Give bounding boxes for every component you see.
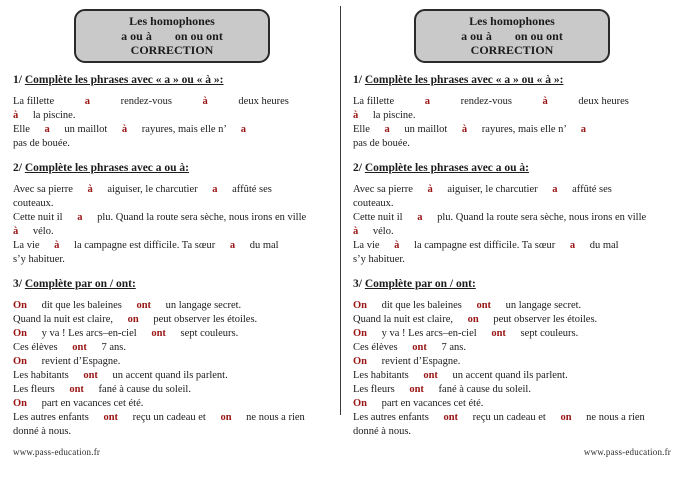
section-title: Complète les phrases avec « a » ou « à »: (24, 73, 224, 86)
text-line (353, 109, 671, 123)
text-line (353, 397, 671, 411)
sections-container-right (353, 74, 671, 439)
sentence-text: Les fleurs (353, 383, 395, 395)
answer-word: ont (69, 383, 84, 395)
section-number: 2/ (13, 161, 25, 174)
sentence-text: peut observer les étoiles. (493, 313, 598, 325)
answer-word: à (394, 239, 400, 251)
text-line (353, 225, 671, 239)
sentence-text: couteaux. (13, 197, 54, 209)
sentence-text: Avec sa pierre (353, 183, 413, 195)
answer-word: a (240, 123, 247, 135)
sentence-text: rendez-vous (120, 95, 172, 107)
text-line (13, 197, 331, 211)
answer-word: a (229, 239, 236, 251)
text-line (13, 313, 331, 327)
text-line (13, 183, 331, 197)
sentence-text: Elle (353, 123, 370, 135)
text-line (13, 425, 331, 439)
answer-word: On (13, 327, 28, 339)
sentence-text: sept couleurs. (180, 327, 239, 339)
homophone-pair-on: on ou ont (174, 28, 223, 43)
text-line (13, 383, 331, 397)
sentence-text: du mal (249, 239, 279, 251)
sentence-text: s’y habituer. (353, 253, 405, 265)
sentence-text: plu. Quand la route sera sèche, nous irons en ville (437, 211, 647, 223)
exercise-paragraph (353, 95, 671, 151)
sentence-text: La vie (13, 239, 40, 251)
exercise-paragraph (13, 183, 331, 267)
answer-word: ont (83, 369, 98, 381)
sentence-text: y va ! Les arcs–en-ciel (381, 327, 477, 339)
answer-word: à (13, 225, 19, 237)
sentence-text: pas de bouée. (13, 137, 70, 149)
answer-word: a (84, 95, 90, 107)
text-line (353, 313, 671, 327)
sentence-text: 7 ans. (441, 341, 466, 353)
sentence-text: y va ! Les arcs–en-ciel (41, 327, 137, 339)
text-line (13, 341, 331, 355)
sentence-text: un maillot (404, 123, 448, 135)
answer-word: a (44, 123, 50, 135)
text-line (13, 411, 331, 425)
answer-word: ont (476, 299, 492, 311)
sentence-text: un langage secret. (165, 299, 242, 311)
answer-word: On (13, 355, 28, 367)
answer-word: ont (423, 369, 438, 381)
text-line (13, 225, 331, 239)
homophones-subtitle (78, 29, 266, 44)
text-line (13, 239, 331, 253)
answer-word: à (461, 123, 468, 135)
sentence-text: deux heures (578, 95, 629, 107)
answer-word: on (127, 313, 139, 325)
answer-word: a (569, 239, 576, 251)
answer-word: On (353, 355, 368, 367)
text-line (353, 197, 671, 211)
sentence-text: du mal (589, 239, 619, 251)
sentence-text: La vie (353, 239, 380, 251)
answer-word: à (353, 225, 359, 237)
sections-container-left (13, 74, 331, 439)
sentence-text: la campagne est difficile. Ta sœur (414, 239, 556, 251)
sentence-text: sept couleurs. (520, 327, 579, 339)
sentence-text: pas de bouée. (353, 137, 410, 149)
footer-url: www.pass-education.fr (583, 446, 671, 457)
section-number: 1/ (353, 73, 365, 86)
answer-word: ont (409, 383, 424, 395)
sentence-text: revient d’Espagne. (41, 355, 121, 367)
section-title: Complète les phrases avec a ou à: (364, 161, 530, 174)
text-line (353, 137, 671, 151)
answer-word: On (13, 299, 28, 311)
sentence-text: donné à nous. (13, 425, 72, 437)
title-box (414, 9, 610, 63)
text-line (13, 123, 331, 137)
homophones-subtitle (418, 29, 606, 44)
correction-label: CORRECTION (470, 43, 554, 58)
sentence-text: peut observer les étoiles. (153, 313, 258, 325)
sentence-text: dit que les baleines (381, 299, 462, 311)
text-line (353, 299, 671, 313)
sentence-text: part en vacances cet été. (41, 397, 144, 409)
sentence-text: revient d’Espagne. (381, 355, 461, 367)
exercise-paragraph (13, 299, 331, 439)
sentence-text: donné à nous. (353, 425, 412, 437)
answer-word: ont (151, 327, 166, 339)
answer-word: a (417, 211, 423, 223)
footer-url: www.pass-education.fr (13, 446, 101, 457)
sentence-text: Ces élèves (13, 341, 58, 353)
text-line (353, 369, 671, 383)
answer-word: ont (103, 411, 119, 423)
answer-word: a (384, 123, 390, 135)
answer-word: a (77, 211, 83, 223)
answer-word: à (427, 183, 433, 195)
section-title: Complète les phrases avec a ou à: (24, 161, 190, 174)
answer-word: ont (443, 411, 459, 423)
sentence-text: la campagne est difficile. Ta sœur (74, 239, 216, 251)
homophone-pair-a: a ou à (461, 28, 492, 43)
sentence-text: ne nous a rien (246, 411, 305, 423)
text-line (13, 253, 331, 267)
text-line (353, 253, 671, 267)
text-line (13, 369, 331, 383)
worksheet-column-right (340, 0, 680, 480)
sentence-text: Quand la nuit est claire, (353, 313, 454, 325)
sentence-text: un accent quand ils parlent. (112, 369, 228, 381)
sentence-text: reçu un cadeau et (472, 411, 546, 423)
answer-word: a (552, 183, 558, 195)
sentence-text: fané à cause du soleil. (438, 383, 531, 395)
sentence-text: Les fleurs (13, 383, 55, 395)
text-line (353, 341, 671, 355)
worksheet-title: Les homophones (129, 14, 215, 28)
correction-label: CORRECTION (130, 43, 214, 58)
section-heading (353, 162, 671, 174)
title-box (74, 9, 270, 63)
answer-word: à (542, 95, 548, 107)
sentence-text: Elle (13, 123, 30, 135)
sentence-text: Les autres enfants (353, 411, 429, 423)
answer-word: à (202, 95, 208, 107)
answer-word: on (467, 313, 479, 325)
answer-word: On (353, 397, 368, 409)
section-heading (13, 162, 331, 174)
sentence-text: Avec sa pierre (13, 183, 73, 195)
sentence-text: affûté ses (232, 183, 272, 195)
section-heading (353, 74, 671, 86)
sentence-text: aiguiser, le charcutier (447, 183, 538, 195)
answer-word: ont (136, 299, 152, 311)
section-number: 3/ (13, 277, 25, 290)
sentence-text: Les habitants (353, 369, 409, 381)
worksheet-title: Les homophones (469, 14, 555, 28)
sentence-text: Quand la nuit est claire, (13, 313, 114, 325)
sentence-text: reçu un cadeau et (132, 411, 206, 423)
text-line (353, 383, 671, 397)
homophone-pair-a: a ou à (121, 28, 152, 43)
sentence-text: un accent quand ils parlent. (452, 369, 568, 381)
sentence-text: rayures, mais elle n’ (141, 123, 227, 135)
answer-word: à (353, 109, 359, 121)
sentence-text: s’y habituer. (13, 253, 65, 265)
sentence-text: un langage secret. (505, 299, 582, 311)
sentence-text: ne nous a rien (586, 411, 645, 423)
answer-word: ont (412, 341, 427, 353)
sentence-text: couteaux. (353, 197, 394, 209)
section-number: 3/ (353, 277, 365, 290)
sentence-text: aiguiser, le charcutier (107, 183, 198, 195)
homophone-pair-on: on ou ont (514, 28, 563, 43)
sentence-text: Les autres enfants (13, 411, 89, 423)
sentence-text: 7 ans. (101, 341, 126, 353)
answer-word: à (121, 123, 128, 135)
answer-word: on (560, 411, 572, 423)
text-line (353, 211, 671, 225)
answer-word: à (13, 109, 19, 121)
section-title: Complète par on / ont: (24, 277, 136, 290)
text-line (13, 355, 331, 369)
sentence-text: fané à cause du soleil. (98, 383, 191, 395)
section-heading (13, 74, 331, 86)
text-line (13, 299, 331, 313)
answer-word: a (212, 183, 218, 195)
text-line (353, 411, 671, 425)
sentence-text: la piscine. (372, 109, 416, 121)
section-number: 1/ (13, 73, 25, 86)
answer-word: On (13, 397, 28, 409)
text-line (353, 95, 671, 109)
sentence-text: rayures, mais elle n’ (481, 123, 567, 135)
text-line (13, 137, 331, 151)
answer-word: à (87, 183, 93, 195)
sentence-text: plu. Quand la route sera sèche, nous irons en ville (97, 211, 307, 223)
sentence-text: affûté ses (572, 183, 612, 195)
answer-word: on (220, 411, 232, 423)
section-title: Complète les phrases avec « a » ou « à »: (364, 73, 564, 86)
text-line (13, 211, 331, 225)
answer-word: ont (72, 341, 87, 353)
sentence-text: rendez-vous (460, 95, 512, 107)
sentence-text: vélo. (32, 225, 54, 237)
sentence-text: Cette nuit il (13, 211, 63, 223)
exercise-paragraph (353, 299, 671, 439)
text-line (353, 183, 671, 197)
text-line (353, 239, 671, 253)
section-heading (13, 278, 331, 290)
sentence-text: Les habitants (13, 369, 69, 381)
sentence-text: part en vacances cet été. (381, 397, 484, 409)
text-line (353, 327, 671, 341)
text-line (353, 355, 671, 369)
section-heading (353, 278, 671, 290)
answer-word: à (54, 239, 60, 251)
exercise-paragraph (13, 95, 331, 151)
answer-word: ont (491, 327, 506, 339)
answer-word: On (353, 299, 368, 311)
text-line (13, 327, 331, 341)
text-line (13, 109, 331, 123)
sentence-text: deux heures (238, 95, 289, 107)
sentence-text: vélo. (372, 225, 394, 237)
sentence-text: la piscine. (32, 109, 76, 121)
sentence-text: La fillette (353, 95, 395, 107)
text-line (13, 95, 331, 109)
sentence-text: Ces élèves (353, 341, 398, 353)
sentence-text: un maillot (64, 123, 108, 135)
answer-word: On (353, 327, 368, 339)
text-line (353, 123, 671, 137)
sentence-text: La fillette (13, 95, 55, 107)
sentence-text: Cette nuit il (353, 211, 403, 223)
section-number: 2/ (353, 161, 365, 174)
sentence-text: dit que les baleines (41, 299, 122, 311)
text-line (353, 425, 671, 439)
section-title: Complète par on / ont: (364, 277, 476, 290)
answer-word: a (580, 123, 587, 135)
text-line (13, 397, 331, 411)
answer-word: a (424, 95, 430, 107)
exercise-paragraph (353, 183, 671, 267)
